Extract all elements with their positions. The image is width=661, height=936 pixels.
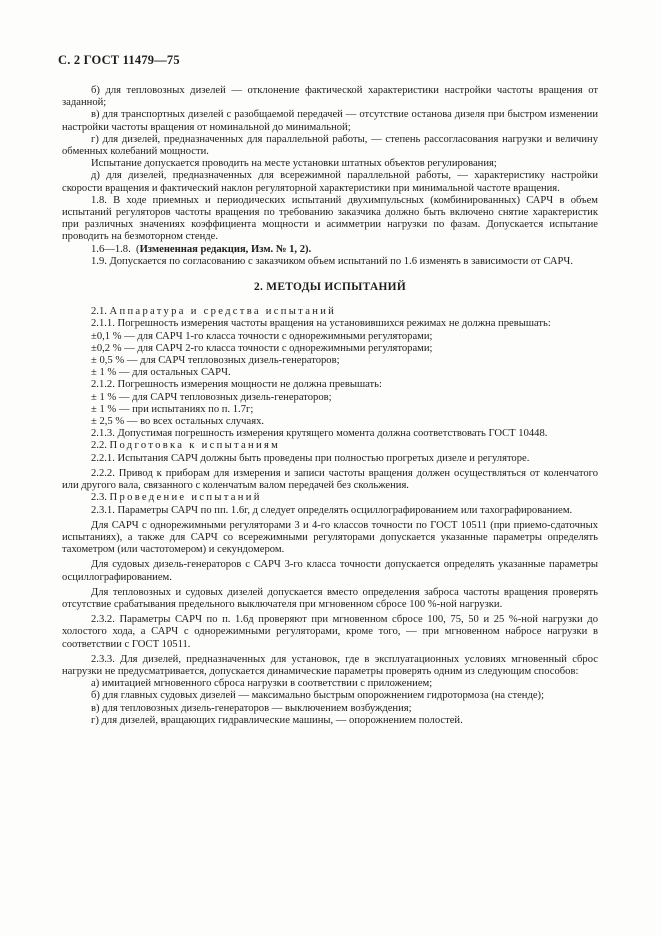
paragraph: Для судовых дизель-генераторов с САРЧ 3-го класса точности допускается определять указанные параметры осциллографированием. (62, 559, 598, 583)
subsection-heading (62, 440, 598, 452)
amendment-note: 1.6—1.8. (Измененная редакция, Изм. № 1, 2). (91, 243, 312, 255)
list-item: ±0,1 % — для САРЧ 1-го класса точности с однорежимными регуляторами; (91, 330, 433, 342)
list-item: ± 1 % — при испытаниях по п. 1.7г; (91, 403, 254, 415)
paragraph: д) для дизелей, предназначенных для всережимной параллельной работы, — характеристику настройки скорости вращения и фактический наклон регуляторной характеристики при минимальной частоте вращения. (62, 170, 598, 194)
paragraph: в) для транспортных дизелей с разобщаемой передачей — отсутствие останова дизеля при быстром изменении настройки частоты вращения от номинальной до минимальной; (62, 109, 598, 133)
paragraph: г) для дизелей, предназначенных для параллельной работы, — степень рассогласования нагрузки и величину обменных колебаний мощности. (62, 133, 598, 158)
subsection-number: 2.3. (91, 492, 107, 504)
paragraph: б) для тепловозных дизелей — отклонение фактической характеристики настройки частоты вращения от заданной; (62, 85, 598, 109)
paragraph: 2.3.1. Параметры САРЧ по пп. 1.6г, д следует определять осциллографированием или тахографированием. (91, 504, 573, 516)
section-title: 2. МЕТОДЫ ИСПЫТАНИЙ (253, 281, 406, 294)
paragraph: 2.2.1. Испытания САРЧ должны быть проведены при полностью прогретых дизеле и регуляторе. (91, 452, 530, 464)
paragraph: 1.9. Допускается по согласованию с заказчиком объем испытаний по 1.6 изменять в зависимости от САРЧ. (91, 255, 573, 267)
list-item: ± 1 % — для САРЧ тепловозных дизель-генераторов; (91, 391, 332, 403)
paragraph: Испытание допускается проводить на месте установки штатных объектов регулирования; (91, 158, 497, 170)
subsection-number: 2.2. (91, 440, 107, 452)
list-item: а) имитацией мгновенного сброса нагрузки в соответствии с приложением; (91, 678, 433, 690)
paragraph: 2.3.3. Для дизелей, предназначенных для установок, где в эксплуатационных условиях мгновенный сброс нагрузки не предусматривается, допускается динамические параметры проверять одним из следующим способов: (62, 653, 598, 677)
subsection-heading (62, 492, 598, 504)
paragraph: 2.2.2. Привод к приборам для измерения и записи частоты вращения должен осуществляться от коленчатого или другого вала, связанного с коленчатым валом передачей без скольжения. (62, 467, 598, 492)
list-item: б) для главных судовых дизелей — максимально быстрым опорожнением гидротормоза (на стенде); (91, 690, 545, 702)
list-item: ±0,2 % — для САРЧ 2-го класса точности с однорежимными регуляторами; (91, 342, 433, 354)
paragraph: 1.8. В ходе приемных и периодических испытаний двухимпульсных (комбинированных) САРЧ в объем испытаний регуляторов частоты вращения по требованию заказчика должно быть включено снятие характеристик при различных значениях коэффициента мощности и асимметрии нагрузки по фазам. Допускается испытание проводить на безмоторном стенде. (62, 194, 598, 243)
subsection-heading (62, 306, 598, 318)
page-header: С. 2 ГОСТ 11479—75 (58, 53, 180, 67)
subsection-title: Аппаратура и средства испытаний (109, 306, 337, 318)
list-item: ± 1 % — для остальных САРЧ. (91, 367, 231, 379)
list-item: ± 0,5 % — для САРЧ тепловозных дизель-генераторов; (91, 355, 340, 367)
paragraph: Для тепловозных и судовых дизелей допускается вместо определения заброса частоты вращения проверять отсутствие срабатывания предельного выключателя при мгновенном сбросе 100 %-ной нагрузки. (62, 586, 598, 610)
paragraph: 2.1.3. Допустимая погрешность измерения крутящего момента должна соответствовать ГОСТ 10448. (91, 428, 548, 440)
paragraph: Для САРЧ с однорежимными регуляторами 3 и 4-го классов точности по ГОСТ 10511 (при приемо-сдаточных испытаниях), а также для САРЧ со всережимными регуляторами допускается указанные параметры определять тахометром (или частотомером) и секундомером. (62, 519, 598, 556)
paragraph: 2.1.1. Погрешность измерения частоты вращения на установившихся режимах не должна превышать: (91, 318, 551, 330)
list-item: в) для тепловозных дизель-генераторов — выключением возбуждения; (91, 702, 412, 714)
document-body (62, 85, 598, 727)
subsection-title: Проведение испытаний (109, 492, 262, 504)
list-item: ± 2,5 % — во всех остальных случаях. (91, 416, 265, 428)
paragraph: 2.1.2. Погрешность измерения мощности не должна превышать: (91, 379, 382, 391)
subsection-title: Подготовка к испытаниям (109, 440, 281, 452)
paragraph: 2.3.2. Параметры САРЧ по п. 1.6д проверяют при мгновенном сбросе 100, 75, 50 и 25 %-ной нагрузки до холостого хода, а САРЧ с однорежимными регуляторами, кроме того, — при мгновенном набросе нагрузки в соответствии с ГОСТ 10511. (62, 614, 598, 650)
amendment-ref: 1.6—1.8. (91, 243, 131, 255)
amendment-text: Измененная редакция, Изм. № 1, 2). (139, 243, 312, 255)
subsection-number: 2.1. (91, 306, 107, 318)
list-item: г) для дизелей, вращающих гидравлические машины, — опорожнением полостей. (91, 714, 463, 726)
